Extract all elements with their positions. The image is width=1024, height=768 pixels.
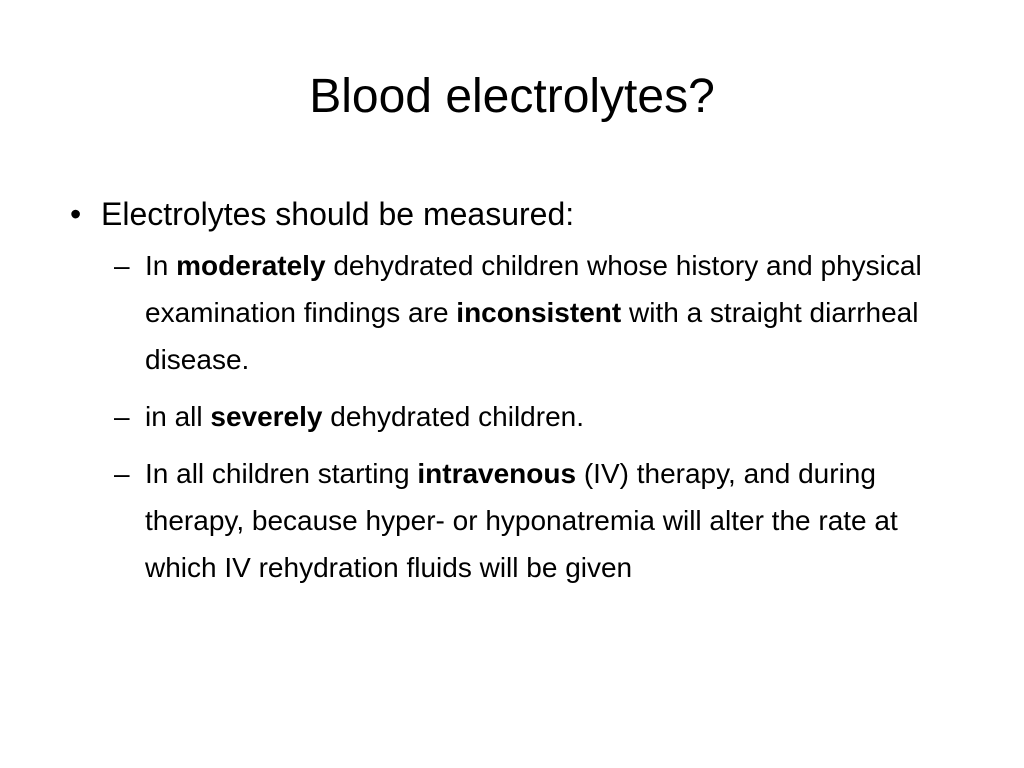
sub-bullet-intravenous <box>114 450 935 591</box>
sub-bullet-text-bold: moderately <box>176 250 326 281</box>
sub-bullet-text-bold-2: inconsistent <box>456 297 622 328</box>
sub-bullet-moderately <box>114 242 935 383</box>
sub-bullet-list <box>70 242 970 591</box>
dash-glyph: – <box>114 458 130 489</box>
dash-glyph: – <box>114 250 130 281</box>
main-bullet-point <box>70 190 970 238</box>
slide-body <box>70 190 970 601</box>
dash-glyph: – <box>114 401 130 432</box>
sub-bullet-text-rest: dehydrated children. <box>322 401 584 432</box>
sub-bullet-text-pre: in all <box>145 401 211 432</box>
slide-title: Blood electrolytes? <box>309 70 715 123</box>
sub-bullet-text-pre: In <box>145 250 177 281</box>
main-bullet-text: Electrolytes should be measured: <box>101 196 575 232</box>
sub-bullet-text-rest: dehydrated children whose history and physical examination findings are <box>145 250 922 328</box>
sub-bullet-text-rest-2: with a straight diarrheal disease. <box>145 297 919 375</box>
sub-bullet-text-pre: In all children starting <box>145 458 418 489</box>
sub-bullet-text-bold: intravenous <box>417 458 577 489</box>
bullet-glyph: • <box>70 196 82 232</box>
sub-bullet-text-bold: severely <box>210 401 323 432</box>
sub-bullet-severely <box>114 393 935 440</box>
sub-bullet-text-rest: (IV) therapy, and during therapy, because hyper- or hyponatremia will alter the rate at which IV rehydration fluids will be given <box>145 458 898 583</box>
